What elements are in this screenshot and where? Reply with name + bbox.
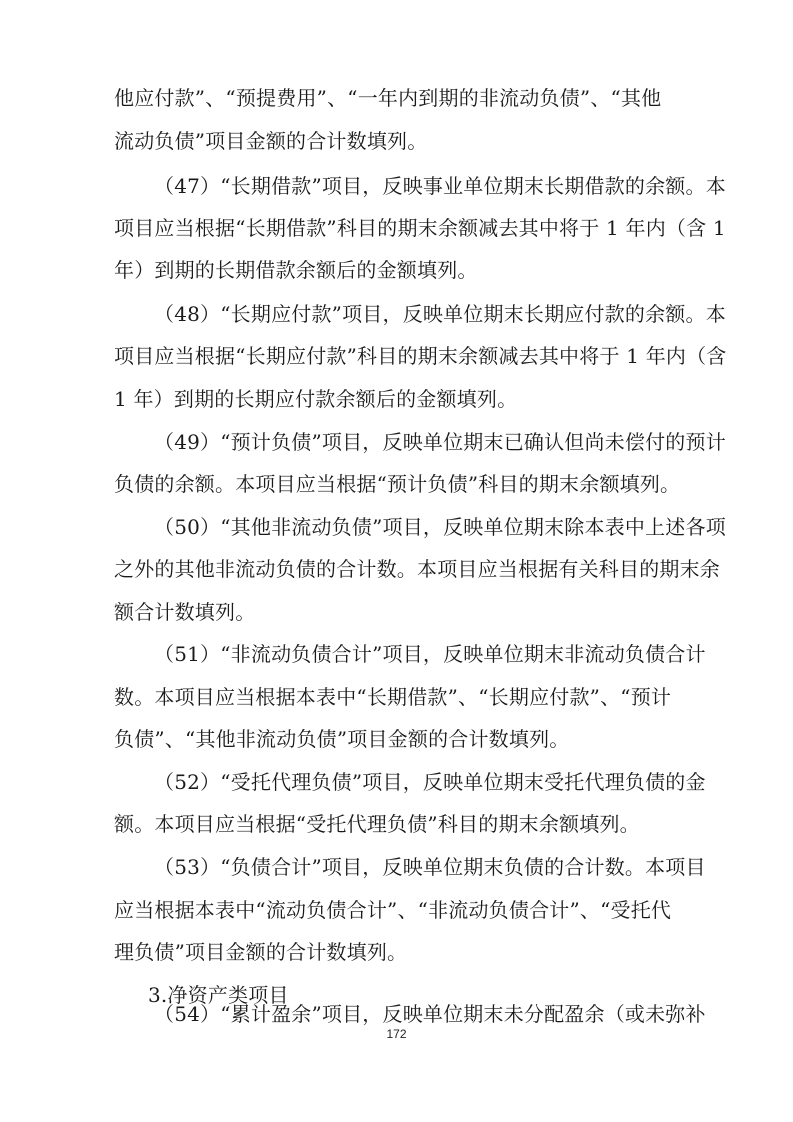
paragraph-line: 理负债”项目金额的合计数填列。 [114, 940, 408, 964]
paragraph-line: （49）“预计负债”项目，反映单位期末已确认但尚未偿付的预计 [154, 430, 726, 454]
paragraph-line: 流动负债”项目金额的合计数填列。 [114, 129, 428, 153]
paragraph-line: 应当根据本表中“流动负债合计”、“非流动负债合计”、“受托代 [114, 898, 672, 922]
page-number: 172 [386, 1027, 407, 1041]
paragraph-line: （48）“长期应付款”项目，反映单位期末长期应付款的余额。本 [154, 302, 726, 326]
paragraph-line: 项目应当根据“长期借款”科目的期末余额减去其中将于 1 年内（含 1 [114, 216, 726, 240]
paragraph-line: 额合计数填列。 [114, 600, 256, 624]
paragraph-line: 之外的其他非流动负债的合计数。本项目应当根据有关科目的期末余 [114, 557, 720, 581]
section-heading: 3.净资产类项目 [148, 983, 289, 1007]
paragraph-line: 年）到期的长期借款余额后的金额填列。 [114, 258, 478, 282]
paragraph-line: （53）“负债合计”项目，反映单位期末负债的合计数。本项目 [154, 855, 706, 879]
paragraph-line: 额。本项目应当根据“受托代理负债”科目的期末余额填列。 [114, 812, 640, 836]
paragraph-line: 负债”、“其他非流动负债”项目金额的合计数填列。 [114, 727, 570, 751]
paragraph-line: 1 年）到期的长期应付款余额后的金额填列。 [114, 387, 518, 411]
paragraph-line: 数。本项目应当根据本表中“长期借款”、“长期应付款”、“预计 [114, 685, 672, 709]
paragraph-line: （54）“累计盈余”项目，反映单位期末未分配盈余（或未弥补 [154, 1002, 706, 1026]
paragraph-line: （51）“非流动负债合计”项目，反映单位期末非流动负债合计 [154, 642, 706, 666]
paragraph-line: （50）“其他非流动负债”项目，反映单位期末除本表中上述各项 [154, 515, 726, 539]
paragraph-line: （47）“长期借款”项目，反映事业单位期末长期借款的余额。本 [154, 174, 726, 198]
paragraph-line: 项目应当根据“长期应付款”科目的期末余额减去其中将于 1 年内（含 [114, 344, 727, 368]
paragraph-line: 他应付款”、“预提费用”、“一年内到期的非流动负债”、“其他 [114, 86, 662, 110]
paragraph-line: （52）“受托代理负债”项目，反映单位期末受托代理负债的金 [154, 770, 706, 794]
paragraph-line: 负债的余额。本项目应当根据“预计负债”科目的期末余额填列。 [114, 472, 681, 496]
